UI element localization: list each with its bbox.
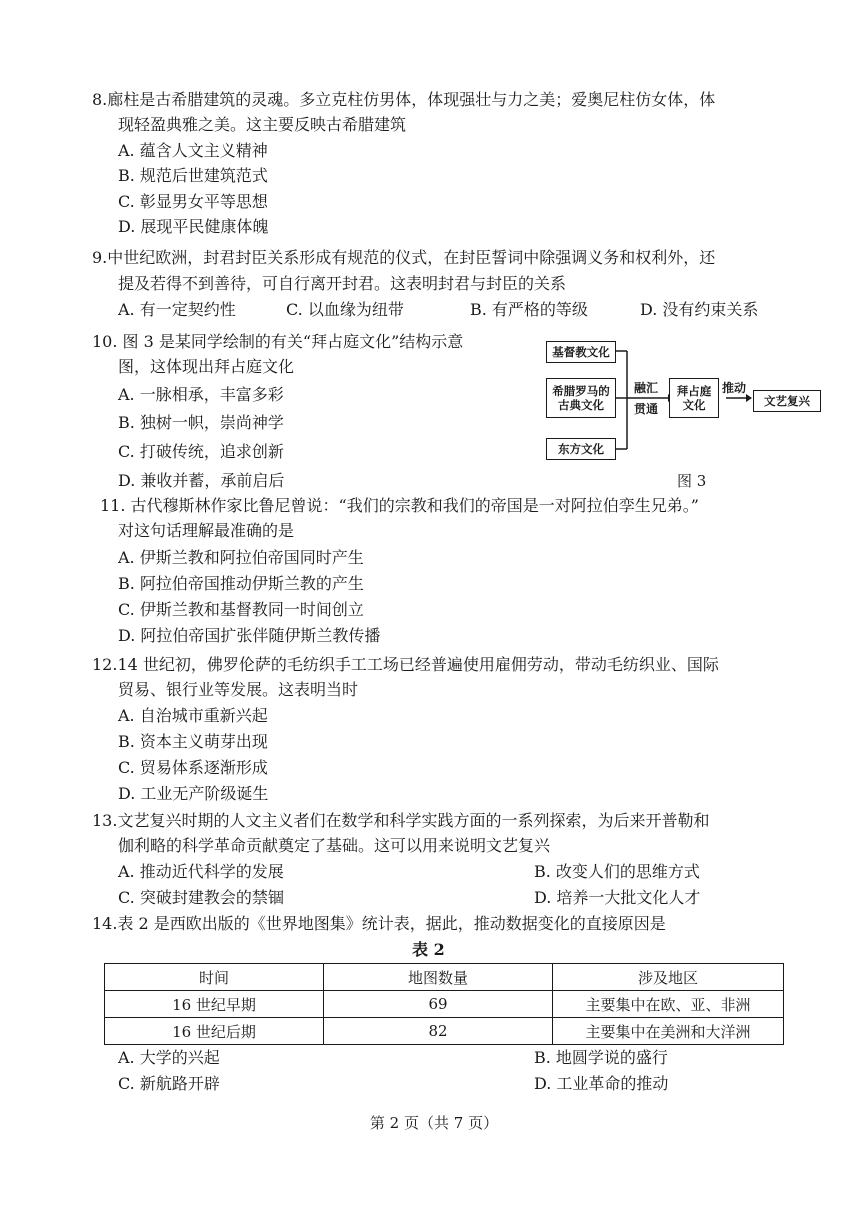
q8-stem-line1: 8.廊柱是古希腊建筑的灵魂。多立克柱仿男体，体现强壮与力之美；爱奥尼柱仿女体，体 — [92, 90, 716, 109]
table-header-row — [105, 964, 784, 991]
q9-option-b: B. 有严格的等级 — [470, 300, 588, 319]
q8-option-a: A. 蕴含人文主义精神 — [118, 141, 268, 160]
table-row — [105, 991, 784, 1018]
q10-option-a: A. 一脉相承，丰富多彩 — [118, 385, 284, 404]
q14-stem-line1: 14.表 2 是西欧出版的《世界地图集》统计表，据此，推动数据变化的直接原因是 — [92, 914, 666, 933]
table-cell-time: 16 世纪后期 — [105, 1018, 324, 1045]
table-cell-regions: 主要集中在欧、亚、非洲 — [553, 991, 784, 1018]
table-cell-time: 16 世纪早期 — [105, 991, 324, 1018]
table-cell-map-count: 69 — [324, 991, 553, 1018]
box-byzantine-culture: 拜占庭文化 — [669, 378, 719, 418]
q10-stem-line2: 图，这体现出拜占庭文化 — [118, 357, 295, 376]
q10-option-b: B. 独树一帜，崇尚神学 — [118, 413, 284, 432]
q14-option-b: B. 地圆学说的盛行 — [534, 1048, 668, 1067]
table-cell-regions: 主要集中在美洲和大洋洲 — [553, 1018, 784, 1045]
q12-option-c: C. 贸易体系逐渐形成 — [118, 758, 268, 777]
q12-option-d: D. 工业无产阶级诞生 — [118, 784, 269, 803]
q13-option-b: B. 改变人们的思维方式 — [534, 862, 700, 881]
page-number-footer: 第 2 页（共 7 页） — [369, 1114, 499, 1132]
table-cell-map-count: 82 — [324, 1018, 553, 1045]
q10-option-c: C. 打破传统，追求创新 — [118, 442, 284, 461]
q9-option-a: A. 有一定契约性 — [118, 300, 236, 319]
q9-stem-line1: 9.中世纪欧洲，封君封臣关系形成有规范的仪式，在封臣誓词中除强调义务和权利外，还 — [92, 248, 716, 267]
q13-stem-line2: 伽利略的科学革命贡献奠定了基础。这可以用来说明文艺复兴 — [118, 836, 551, 855]
q12-option-a: A. 自治城市重新兴起 — [118, 706, 268, 725]
table-header-time: 时间 — [105, 964, 324, 991]
label-merge-2: 贯通 — [634, 402, 659, 416]
q12-stem-line2: 贸易、银行业等发展。这表明当时 — [118, 680, 359, 699]
table-header-map-count: 地图数量 — [324, 964, 553, 991]
label-push: 推动 — [722, 381, 747, 395]
box-renaissance: 文艺复兴 — [753, 390, 821, 412]
q13-option-a: A. 推动近代科学的发展 — [118, 862, 284, 881]
q11-stem-line1: 11. 古代穆斯林作家比鲁尼曾说：“我们的宗教和我们的帝国是一对阿拉伯孪生兄弟。” — [100, 496, 699, 515]
q13-stem-line1: 13.文艺复兴时期的人文主义者们在数学和科学实践方面的一系列探索，为后来开普勒和 — [92, 811, 710, 830]
q8-stem-line2: 现轻盈典雅之美。这主要反映古希腊建筑 — [118, 115, 407, 134]
figure-3-caption: 图 3 — [677, 472, 707, 490]
label-merge-1: 融汇 — [634, 381, 659, 395]
q8-option-d: D. 展现平民健康体魄 — [118, 217, 269, 236]
q14-option-c: C. 新航路开辟 — [118, 1074, 220, 1093]
q8-option-b: B. 规范后世建筑范式 — [118, 166, 268, 185]
q9-option-d: D. 没有约束关系 — [640, 300, 759, 319]
box-greco-roman-culture: 希腊罗马的古典文化 — [546, 378, 616, 418]
table-row — [105, 1018, 784, 1045]
table-2-title: 表 2 — [412, 940, 445, 959]
q13-option-d: D. 培养一大批文化人才 — [534, 888, 701, 907]
q10-option-d: D. 兼收并蓄，承前启后 — [118, 471, 285, 490]
q11-option-b: B. 阿拉伯帝国推动伊斯兰教的产生 — [118, 574, 364, 593]
q11-option-a: A. 伊斯兰教和阿拉伯帝国同时产生 — [118, 548, 364, 567]
table-header-regions: 涉及地区 — [553, 964, 784, 991]
q10-stem-line1: 10. 图 3 是某同学绘制的有关“拜占庭文化”结构示意 — [92, 332, 464, 351]
q14-option-d: D. 工业革命的推动 — [534, 1074, 669, 1093]
box-christian-culture: 基督教文化 — [546, 341, 616, 363]
q8-option-c: C. 彰显男女平等思想 — [118, 192, 268, 211]
q12-option-b: B. 资本主义萌芽出现 — [118, 732, 268, 751]
box-eastern-culture: 东方文化 — [546, 438, 616, 460]
table-2 — [104, 963, 784, 1045]
q14-option-a: A. 大学的兴起 — [118, 1048, 220, 1067]
q13-option-c: C. 突破封建教会的禁锢 — [118, 888, 284, 907]
q12-stem-line1: 12.14 世纪初，佛罗伦萨的毛纺织手工工场已经普遍使用雇佣劳动，带动毛纺织业、国际 — [92, 655, 719, 674]
q9-stem-line2: 提及若得不到善待，可自行离开封君。这表明封君与封臣的关系 — [118, 274, 567, 293]
q11-option-c: C. 伊斯兰教和基督教同一时间创立 — [118, 600, 364, 619]
q9-option-c: C. 以血缘为纽带 — [286, 300, 404, 319]
q11-stem-line2: 对这句话理解最准确的是 — [118, 521, 295, 540]
q11-option-d: D. 阿拉伯帝国扩张伴随伊斯兰教传播 — [118, 626, 381, 645]
